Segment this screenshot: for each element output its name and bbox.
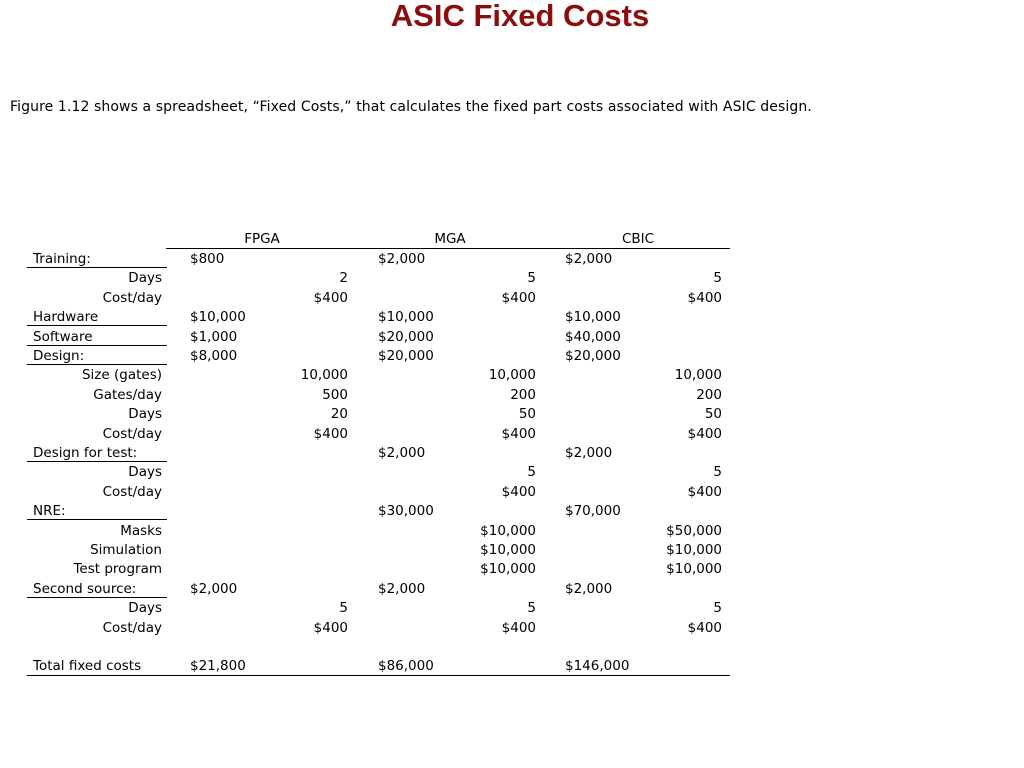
column-header-cbic: CBIC [621, 231, 655, 247]
detail-value-cell: 5 [527, 464, 536, 481]
detail-value-cell: 10,000 [674, 367, 722, 384]
row-label: Simulation [90, 542, 162, 558]
row-label: Hardware [33, 309, 99, 326]
row-label: Days [128, 406, 162, 423]
row-label: Total fixed costs [33, 658, 142, 675]
row-underline [27, 325, 167, 326]
subtotal-value-cell: $2,000 [378, 251, 426, 267]
row-label: Days [128, 464, 162, 481]
header-rule [166, 248, 730, 249]
subtotal-value-cell: $800 [190, 251, 225, 267]
subtotal-value-cell: $8,000 [190, 348, 238, 364]
detail-value-cell: $400 [687, 425, 722, 442]
subtotal-value-cell: $2,000 [565, 251, 613, 267]
subtotal-value-cell: $2,000 [190, 580, 238, 597]
detail-value-cell: 500 [322, 386, 348, 403]
detail-value-cell: 20 [330, 406, 348, 423]
detail-value-cell: $400 [687, 289, 722, 306]
subtotal-value-cell: $146,000 [565, 658, 630, 675]
subtotal-value-cell: $2,000 [378, 580, 426, 597]
row-label: Design for test: [33, 445, 138, 461]
detail-value-cell: $10,000 [666, 561, 722, 578]
caption-text-after: that calculates the fixed part costs associated with ASIC design. [351, 99, 812, 115]
detail-value-cell: 5 [527, 600, 536, 617]
row-label: Cost/day [102, 619, 162, 636]
row-label: Design: [33, 348, 85, 364]
subtotal-value-cell: $2,000 [565, 580, 613, 597]
row-label: Software [33, 328, 93, 345]
detail-value-cell: $400 [313, 619, 348, 636]
detail-value-cell: 50 [704, 406, 722, 423]
subtotal-value-cell: $30,000 [378, 503, 434, 520]
caption-text-before: Figure 1.12 shows a spreadsheet, [10, 99, 253, 115]
row-label: Cost/day [102, 289, 162, 306]
column-header-mga: MGA [434, 231, 466, 247]
detail-value-cell: $400 [501, 289, 536, 306]
detail-value-cell: 5 [339, 600, 348, 617]
detail-value-cell: 200 [696, 386, 722, 403]
subtotal-value-cell: $21,800 [190, 658, 246, 675]
subtotal-value-cell: $10,000 [565, 309, 621, 326]
column-header-fpga: FPGA [244, 231, 280, 247]
row-label: Cost/day [102, 425, 162, 442]
subtotal-value-cell: $10,000 [190, 309, 246, 326]
detail-value-cell: 5 [527, 270, 536, 287]
detail-value-cell: $10,000 [480, 542, 536, 558]
detail-value-cell: 5 [713, 464, 722, 481]
detail-value-cell: $400 [501, 425, 536, 442]
detail-value-cell: $400 [501, 483, 536, 500]
subtotal-value-cell: $2,000 [378, 445, 426, 461]
subtotal-value-cell: $20,000 [378, 328, 434, 345]
row-label: Days [128, 270, 162, 287]
detail-value-cell: 5 [713, 270, 722, 287]
subtotal-value-cell: $10,000 [378, 309, 434, 326]
row-label: NRE: [33, 503, 66, 520]
row-underline [27, 461, 167, 462]
row-label: Training: [33, 251, 91, 267]
detail-value-cell: $10,000 [666, 542, 722, 558]
detail-value-cell: $400 [687, 483, 722, 500]
detail-value-cell: 5 [713, 600, 722, 617]
detail-value-cell: 10,000 [300, 367, 348, 384]
detail-value-cell: 50 [518, 406, 536, 423]
detail-value-cell: 10,000 [488, 367, 536, 384]
row-label: Cost/day [102, 483, 162, 500]
row-label: Masks [120, 522, 162, 539]
detail-value-cell: $400 [313, 289, 348, 306]
row-underline [27, 597, 167, 598]
subtotal-value-cell: $20,000 [378, 348, 434, 364]
row-label: Days [128, 600, 162, 617]
row-label: Gates/day [93, 386, 162, 403]
row-underline [27, 519, 167, 520]
row-label: Second source: [33, 580, 137, 597]
subtotal-value-cell: $40,000 [565, 328, 621, 345]
subtotal-value-cell: $20,000 [565, 348, 621, 364]
subtotal-value-cell: $86,000 [378, 658, 434, 675]
row-underline [27, 267, 167, 268]
subtotal-value-cell: $1,000 [190, 328, 238, 345]
subtotal-value-cell: $2,000 [565, 445, 613, 461]
row-underline [27, 364, 167, 365]
detail-value-cell: $10,000 [480, 561, 536, 578]
detail-value-cell: $10,000 [480, 522, 536, 539]
subtotal-value-cell: $70,000 [565, 503, 621, 520]
totals-underline [27, 675, 730, 676]
detail-value-cell: $400 [313, 425, 348, 442]
detail-value-cell: 200 [510, 386, 536, 403]
detail-value-cell: $50,000 [666, 522, 722, 539]
page-title: ASIC Fixed Costs [390, 0, 650, 33]
row-label: Size (gates) [81, 367, 162, 384]
detail-value-cell: $400 [687, 619, 722, 636]
row-underline [27, 345, 167, 346]
caption-quoted-name: “Fixed Costs,” [252, 99, 352, 115]
detail-value-cell: $400 [501, 619, 536, 636]
detail-value-cell: 2 [339, 270, 348, 287]
row-label: Test program [73, 561, 162, 578]
